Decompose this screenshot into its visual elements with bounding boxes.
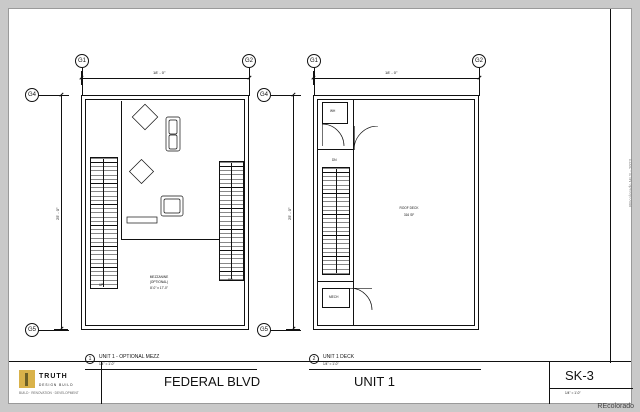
plan-2-stair-rail (336, 169, 337, 273)
plan-2-entry-door-swing (354, 126, 380, 152)
grid-bubble-g5-left: G5 (25, 323, 39, 337)
plan-1-mezz-size: 8'-0" x 17'-0" (150, 286, 168, 290)
grid-bubble-g2-right: G2 (472, 54, 486, 68)
sheet-right-rule (610, 9, 611, 363)
dim-text-top-left: 18' - 0" (153, 70, 166, 75)
grid-line-g1-right (314, 68, 315, 96)
grid-line-g1-left (82, 68, 83, 96)
plan-2-wh-closet (322, 102, 348, 124)
plan-1-stair-left-rail (103, 159, 104, 287)
project-title: FEDERAL BLVD (164, 374, 261, 389)
detail-scale-1: 1/4" = 1'-0" (99, 362, 115, 366)
detail-number-2: 2 (309, 354, 319, 364)
plan-2-wh-door-swing (322, 124, 348, 146)
detail-scale-2: 1/4" = 1'-0" (323, 362, 339, 366)
plan-2-core-wall-bottom (317, 281, 354, 282)
dim-text-side-left: 25' - 0" (55, 207, 60, 220)
dim-line-top-right (313, 78, 479, 79)
dim-text-side-right: 25' - 0" (287, 207, 292, 220)
sheet-scale: 1/4" = 1'-0" (565, 391, 581, 395)
plan-2-label-dn: DN (332, 158, 337, 162)
plan-2-mech-label: MECH (329, 295, 339, 299)
title-block-divider-2 (549, 362, 550, 404)
detail-title-1: UNIT 1 - OPTIONAL MEZZ (99, 354, 160, 360)
drawing-sheet (8, 8, 632, 404)
plan-2-roofdeck-area: 316 SF (403, 213, 415, 217)
plan-2-mech-door-swing (350, 288, 374, 312)
title-block-divider-1 (101, 362, 102, 404)
sheet-number: SK-3 (565, 368, 594, 383)
watermark-text: REcolorado MLS - 2023 (628, 159, 633, 208)
plan-2-wh-label: WH (330, 109, 336, 113)
plan-1-stair-left (90, 157, 118, 289)
tree-icon (19, 370, 35, 388)
logo-tagline: BUILD · RENOVATION · DEVELOPMENT (19, 391, 79, 395)
dim-line-top-left (81, 78, 249, 79)
dim-line-side-left (61, 95, 62, 329)
plan-1-label-dn: DN (228, 278, 233, 282)
recolorado-footer: REcolorado (597, 403, 634, 410)
grid-bubble-g4-left: G4 (25, 88, 39, 102)
grid-bubble-g1-left: G1 (75, 54, 89, 68)
plan-1-furniture (121, 101, 249, 241)
plan-1-mezz-label: MEZZANINE (149, 275, 169, 279)
company-logo (19, 368, 89, 398)
plan-2-roofdeck-label: ROOF DECK (399, 206, 419, 210)
title-block (9, 361, 631, 403)
grid-bubble-g2-left: G2 (242, 54, 256, 68)
title-block-divider-3 (549, 388, 633, 389)
grid-bubble-g4-right: G4 (257, 88, 271, 102)
dim-line-side-right (293, 95, 294, 329)
detail-number-1: 1 (85, 354, 95, 364)
grid-line-g5-right (271, 330, 301, 331)
grid-bubble-g1-right: G1 (307, 54, 321, 68)
unit-title: UNIT 1 (354, 374, 395, 389)
logo-subtitle: DESIGN BUILD (39, 383, 74, 387)
plan-1-mezz-optional: (OPTIONAL) (149, 280, 169, 284)
plan-1-label-up: UP (99, 283, 104, 287)
grid-line-g5-left (39, 330, 69, 331)
dim-text-top-right: 18' - 0" (385, 70, 398, 75)
detail-title-2: UNIT 1 DECK (323, 354, 355, 360)
plan-2-core-wall-top (317, 149, 354, 150)
grid-bubble-g5-right: G5 (257, 323, 271, 337)
logo-name: TRUTH (39, 373, 68, 380)
